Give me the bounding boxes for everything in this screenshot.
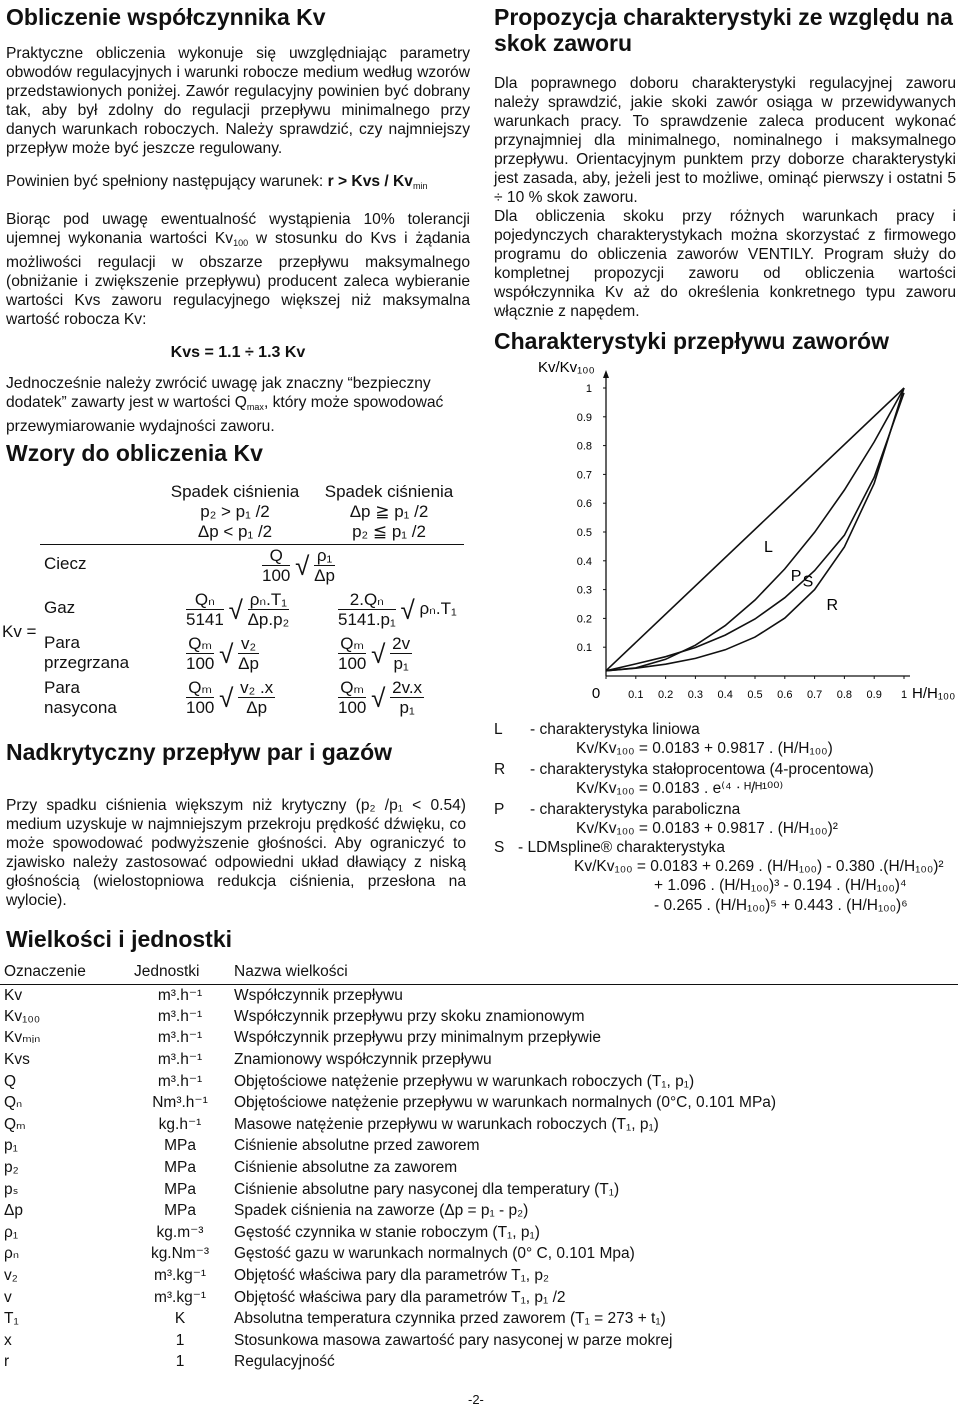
y-tick-label: 1 [585, 383, 592, 395]
legend-desc-P: - charakterystyka paraboliczna [530, 801, 741, 818]
curve-label-R: R [826, 596, 839, 614]
cell-name: Regulacyjność [234, 1353, 335, 1371]
formula-saturated-2: $\frac{\text{Qₘ}}{100}$ √ $\frac{2v.x}{\text{p₁}}$ [338, 678, 423, 717]
formula-gas-1: $\frac{\text{Qₙ}}{5141}$ √ $\frac{\text{ρₙ.T₁}}{\text{Δp.p₂}}$ [186, 590, 290, 629]
y-axis-label: Kv/Kv₁₀₀ [538, 359, 595, 376]
table-row [0, 984, 958, 1006]
sh2-num: Qₘ [338, 634, 366, 654]
table-row [0, 1092, 958, 1114]
sh1-den: 100 [186, 654, 215, 673]
table-row [0, 1265, 958, 1287]
row-saturated-steam: Para nasycona [44, 678, 117, 717]
y-tick-label: 0.5 [576, 527, 592, 539]
sh2-rden: p₁ [393, 654, 409, 673]
liquid-rho: ρ₁ [314, 546, 335, 566]
cell-unit: MPa [164, 1180, 196, 1198]
sat2-den: 100 [338, 698, 367, 717]
table-row [0, 1135, 958, 1157]
table-row [0, 1070, 958, 1092]
legend-desc-R: - charakterystyka stałoprocentowa (4-procentowa) [530, 761, 874, 778]
legend-key-P: P [494, 801, 505, 818]
gas1-rnum: ρₙ.T₁ [248, 590, 290, 610]
liquid-den: 100 [262, 566, 291, 585]
qmax-sub: max [246, 402, 264, 412]
col-unit: Jednostki [130, 960, 230, 984]
table-row [0, 1286, 958, 1308]
condition-line [6, 172, 470, 196]
cell-unit: MPa [164, 1159, 196, 1177]
cell-unit: MPa [164, 1137, 196, 1155]
x-tick-label: 0.9 [866, 689, 882, 701]
cell-name: Gęstość gazu w warunkach normalnych (0° C, 0.101 Mpa) [234, 1245, 635, 1263]
heading-kv-calculation: Obliczenie współczynnika Kv [6, 4, 326, 30]
cell-unit: m³.kg⁻¹ [153, 1267, 207, 1285]
sat1-num: Qₘ [186, 678, 214, 698]
cell-symbol: Kvₘᵢₙ [4, 1029, 41, 1047]
heading-proposal: Propozycja charakterystyki ze względu na skok zaworu [494, 4, 953, 56]
cell-symbol: Kv₁₀₀ [4, 1007, 41, 1025]
page-number: -2- [468, 1392, 484, 1407]
table-row [0, 1006, 958, 1028]
cell-symbol: Kv [4, 986, 23, 1004]
formula-table [0, 478, 470, 723]
divider [40, 544, 464, 545]
kvs-formula: Kvs = 1.1 ÷ 1.3 Kv [170, 344, 306, 361]
condition-text: Powinien być spełniony następujący warunek: [6, 173, 328, 190]
cell-name: Objętość właściwa pary dla parametrów T₁, p₂ [234, 1267, 550, 1285]
table-row [0, 1049, 958, 1071]
y-tick-label: 0.7 [576, 469, 592, 482]
cell-unit: m³.h⁻¹ [157, 1051, 203, 1069]
heading-flow-characteristics: Charakterystyki przepływu zaworów [494, 328, 889, 354]
heading-units: Wielkości i jednostki [6, 926, 233, 952]
gas2-den: 5141.p₁ [338, 610, 396, 629]
cell-name: Ciśnienie absolutne przed zaworem [234, 1137, 480, 1155]
cell-name: Objętościowe natężenie przepływu w warunkach normalnych (0°C, 0.101 MPa) [234, 1094, 777, 1112]
y-tick-label: 0.2 [576, 613, 592, 626]
series-line-L [606, 388, 904, 671]
cell-unit: MPa [164, 1202, 196, 1220]
intro-paragraph: Praktyczne obliczenia wykonuje się uwzględniając parametry obwodów regulacyjnych i warunki robocze medium według wzorów przedstawionych poniżej. Zawór regulacyjny powinien być dobrany tak, aby był zdolny do regulacji przepływu minimalnego przy danych warunkach roboczych. Należy sprawdzić, czy najmniejszy przepływ może być jeszcze regulowany. [6, 45, 470, 157]
formula-liquid: $\frac{Q}{100}$ √ $\frac{\text{ρ₁}}{\Delta p}$ [262, 546, 335, 585]
qmax-paragraph [6, 374, 470, 436]
cell-symbol: pₛ [4, 1180, 19, 1198]
sh1-num: Qₘ [186, 634, 214, 654]
cell-name: Stosunkowa masowa zawartość pary nasyconej w parze mokrej [234, 1331, 673, 1349]
condition-sub: min [412, 181, 428, 191]
cell-name: Współczynnik przepływu przy skoku znamionowym [234, 1007, 585, 1025]
cell-symbol: Qₘ [4, 1115, 26, 1133]
table-row [0, 1330, 958, 1352]
x-tick-label: 0 [591, 685, 601, 702]
cell-name: Znamionowy współczynnik przepływu [234, 1051, 492, 1069]
table-row [0, 1243, 958, 1265]
cell-name: Gęstość czynnika w stanie roboczym (T₁, p₁) [234, 1223, 540, 1241]
sh1-rnum: v₂ [238, 634, 259, 654]
sat2-rden: p₁ [399, 698, 415, 717]
x-tick-label: 0.2 [657, 689, 674, 701]
liquid-num: Q [262, 546, 290, 566]
cell-symbol: T₁ [4, 1310, 19, 1328]
proposal-paragraph-2: Dla obliczenia skoku przy różnych warunkach pracy i pojedynczych charakterystykach można skorzystać z firmowego programu do obliczenia zaworów VENTILY. Program służy do kompletnej propozycji zaworu od obliczenia wartości współczynnika Kv aż do określenia konkretnego typu zaworu włącznie z napędem. [494, 208, 956, 320]
legend-desc-L: - charakterystyka liniowa [530, 721, 700, 738]
header2-line2: Δp ≧ p₁ /2 [349, 502, 429, 521]
sat1-den: 100 [186, 698, 215, 717]
table-row [0, 1351, 958, 1373]
supercritical-paragraph: Przy spadku ciśnienia większym niż krytyczny (p₂ /p₁ < 0.54) medium uzyskuje w najmniejszym przekroju prędkość dźwięku, co może spowodować podwyższenie głośności. Aby ograniczyć to zjawisko należy zastosować odpowiedni układ dławiący z niską głośnością (wielostopniowa redukcja ciśnienia, przesłona na wylocie). [6, 797, 466, 909]
cell-unit: Nm³.h⁻¹ [152, 1094, 208, 1112]
s-equation-line-3: - 0.265 . (H/H₁₀₀)⁵ + 0.443 . (H/H₁₀₀)⁶ [654, 897, 908, 914]
condition-formula: r > Kvs / Kv [327, 173, 413, 190]
x-tick-label: 0.4 [717, 689, 733, 701]
cell-unit: m³.h⁻¹ [157, 1007, 203, 1025]
legend-eq-S: Kv/Kv₁₀₀ = 0.0183 + 0.269 . (H/H₁₀₀) - 0.380 .(H/H₁₀₀)² [574, 858, 944, 875]
col-symbol: Oznaczenie [0, 960, 130, 984]
legend-key-L: L [494, 721, 503, 738]
flow-chart [494, 358, 960, 710]
cell-name: Ciśnienie absolutne za zaworem [234, 1159, 458, 1177]
cell-symbol: ρₙ [4, 1245, 19, 1263]
qmax-text-a: Jednocześnie należy zwrócić uwagę jak znaczny “bezpieczny dodatek” zawarty jest w wartości Q [6, 375, 431, 411]
heading-supercritical: Nadkrytyczny przepływ par i gazów [6, 739, 393, 765]
y-tick-label: 0.4 [576, 555, 592, 568]
cell-name: Objętościowe natężenie przepływu w warunkach roboczych (T₁, p₁) [234, 1072, 695, 1090]
sat1-rden: Δp [246, 698, 268, 717]
y-axis-arrow [603, 370, 609, 378]
table-row [0, 1114, 958, 1136]
cell-symbol: v₂ [4, 1267, 18, 1285]
cell-name: Ciśnienie absolutne pary nasyconej dla temperatury (T₁) [234, 1180, 620, 1198]
x-tick-label: 0.1 [628, 689, 644, 701]
cell-name: Absolutna temperatura czynnika przed zaworem (T₁ = 273 + t₁) [234, 1310, 666, 1328]
sh2-den: 100 [338, 654, 367, 673]
curve-label-S: S [802, 573, 814, 591]
curve-label-P: P [790, 567, 802, 585]
legend-key-R: R [494, 761, 506, 778]
header2-line3: p₂ ≦ p₁ /2 [352, 522, 426, 541]
s-equation-line-2: + 1.096 . (H/H₁₀₀)³ - 0.194 . (H/H₁₀₀)⁴ [654, 877, 907, 894]
left-column [6, 4, 470, 436]
tolerance-text-b: w stosunku do Kvs i żądania możliwości regulacji w obszarze przepływu maksymalnego (obniżanie i zwiększenie przepływu) producent zaleca wybieranie wartości Kvs zaworu regulacyjnego większej niż maksymalna wartość robocza Kv: [6, 230, 470, 328]
cell-symbol: Kvs [4, 1051, 30, 1069]
cell-unit: kg.Nm⁻³ [150, 1245, 210, 1263]
cell-symbol: r [4, 1353, 10, 1371]
x-tick-label: 0.6 [777, 689, 793, 701]
cell-name: Współczynnik przepływu [234, 986, 403, 1004]
x-tick-label: 0.3 [687, 689, 704, 701]
formula-superheated-2: $\frac{\text{Qₘ}}{100}$ √ $\frac{2v}{\text{p₁}}$ [338, 634, 411, 673]
row-superheated-steam: Para przegrzana [44, 633, 130, 672]
cell-symbol: x [4, 1331, 12, 1349]
sat2-rnum: 2v.x [392, 678, 423, 697]
cell-unit: m³.h⁻¹ [157, 1072, 203, 1090]
row-gas: Gaz [44, 598, 76, 617]
legend-eq-P: Kv/Kv₁₀₀ = 0.0183 + 0.9817 . (H/H₁₀₀)² [576, 820, 838, 837]
tolerance-paragraph [6, 210, 470, 329]
cell-unit: m³.kg⁻¹ [153, 1288, 207, 1306]
cell-symbol: p₂ [4, 1159, 19, 1177]
units-header-row [0, 960, 958, 984]
x-tick-label: 0.5 [747, 689, 763, 701]
header1-line1: Spadek ciśnienia [170, 482, 300, 501]
cell-symbol: Δp [4, 1202, 23, 1220]
legend-desc-S: - LDMspline® charakterystyka [518, 839, 725, 856]
col-name: Nazwa wielkości [230, 960, 958, 984]
gas1-rden: Δp.p₂ [247, 610, 290, 629]
kv-equals: Kv = [2, 622, 37, 641]
x-tick-label: 0.7 [806, 689, 823, 701]
table-row [0, 1157, 958, 1179]
cell-unit: 1 [175, 1353, 185, 1371]
gas1-num: Qₙ [186, 590, 224, 610]
sh2-rnum: 2v [392, 634, 411, 653]
x-tick-label: 0.8 [836, 689, 853, 701]
y-tick-label: 0.6 [576, 498, 592, 511]
cell-symbol: Qₙ [4, 1094, 23, 1112]
proposal-paragraph-1: Dla poprawnego doboru charakterystyki regulacyjnej zaworu należy sprawdzić, jakie skoki zawór osiąga w przewidywanych warunkach pracy. To sprawdzenie zaleca producent wykonać przynajmniej dla minimalnego, nominalnego i maksymalnego przepływu. Orientacyjnym punktem przy doborze charakterystyki jest zasada, aby, jeżeli jest to możliwe, ominąć pierwszy i ostatni 5 ÷ 10 % skok zaworu. [494, 75, 956, 206]
cell-unit: kg.h⁻¹ [158, 1115, 202, 1133]
legend-eq-R: Kv/Kv₁₀₀ = 0.0183 . e⁽⁴ ᐧ ᴴ/ᴴ¹⁰⁰⁾ [576, 780, 784, 797]
cell-unit: m³.h⁻¹ [157, 1029, 203, 1047]
x-axis-label: H/H₁₀₀ [912, 685, 956, 702]
liquid-dp: Δp [314, 566, 335, 585]
table-row [0, 1178, 958, 1200]
cell-symbol: v [4, 1288, 12, 1306]
table-row [0, 1222, 958, 1244]
x-tick-label: 1 [900, 689, 908, 701]
units-table [0, 960, 958, 1373]
sat1-rnum: v₂ .x [240, 678, 274, 697]
units-body [0, 984, 958, 1373]
y-tick-label: 0.3 [576, 584, 592, 597]
header1-line3: Δp < p₁ /2 [197, 522, 273, 541]
header-small-drop [160, 482, 310, 542]
y-tick-label: 0.1 [576, 642, 592, 655]
cell-unit: K [174, 1310, 186, 1328]
legend-key-S: S [494, 839, 505, 856]
cell-symbol: p₁ [4, 1137, 18, 1155]
tolerance-text-a: Biorąc pod uwagę ewentualność wystąpienia 10% tolerancji ujemnej wykonania wartości Kv [6, 211, 470, 247]
y-tick-label: 0.8 [576, 440, 592, 453]
header1-line2: p₂ > p₁ /2 [200, 502, 270, 521]
legend-eq-L: Kv/Kv₁₀₀ = 0.0183 + 0.9817 . (H/H₁₀₀) [576, 740, 833, 757]
right-column [494, 4, 956, 321]
cell-symbol: Q [4, 1072, 17, 1090]
sat2-num: Qₘ [338, 678, 366, 698]
cell-unit: 1 [175, 1331, 185, 1349]
formula-gas-2: $\frac{\text{2.Qₙ}}{\text{5141.p₁}}$ √ ρₙ.T₁ [338, 590, 457, 629]
curve-label-L: L [763, 539, 773, 557]
cell-name: Współczynnik przepływu przy minimalnym przepływie [234, 1029, 601, 1047]
header2-line1: Spadek ciśnienia [324, 482, 454, 501]
tolerance-sub: 100 [233, 238, 249, 248]
table-row [0, 1200, 958, 1222]
cell-symbol: ρ₁ [4, 1223, 19, 1241]
cell-name: Spadek ciśnienia na zaworze (Δp = p₁ - p₂) [234, 1202, 529, 1220]
cell-name: Objętość właściwa pary dla parametrów T₁, p₁ /2 [234, 1288, 566, 1306]
cell-unit: kg.m⁻³ [156, 1223, 204, 1241]
heading-formulas: Wzory do obliczenia Kv [6, 440, 263, 466]
qmax-text-b: , który może spowodować przewymiarowanie wydajności zaworu. [6, 394, 444, 435]
formula-superheated-1: $\frac{\text{Qₘ}}{100}$ √ $\frac{\text{v₂}}{\Delta p}$ [186, 634, 259, 673]
formula-saturated-1: $\frac{\text{Qₘ}}{100}$ √ $\frac{\text{v₂ .x}}{\Delta p}$ [186, 678, 274, 717]
row-liquid: Ciecz [44, 554, 87, 573]
gas2-num: 2.Qₙ [338, 590, 396, 610]
y-tick-label: 0.9 [576, 411, 592, 424]
gas2-root: ρₙ.T₁ [419, 598, 457, 618]
table-row [0, 1308, 958, 1330]
cell-unit: m³.h⁻¹ [157, 986, 203, 1004]
gas1-den: 5141 [186, 610, 224, 629]
sh1-rden: Δp [238, 654, 259, 673]
cell-name: Masowe natężenie przepływu w warunkach roboczych (T₁, p₁) [234, 1115, 659, 1133]
header-large-drop [314, 482, 464, 542]
table-row [0, 1027, 958, 1049]
